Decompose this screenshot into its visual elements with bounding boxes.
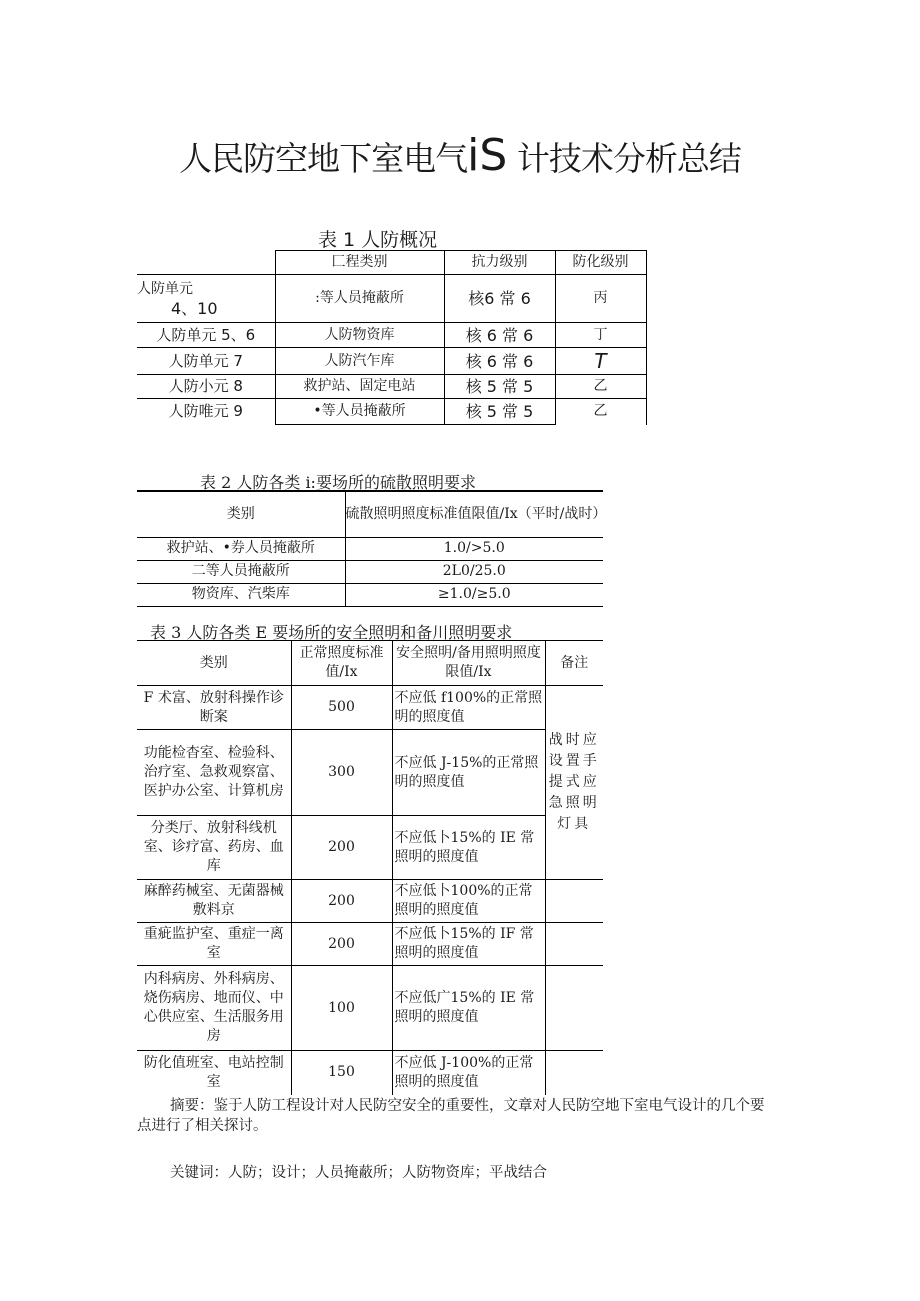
table-row: [137, 375, 646, 399]
t1-level: 核 5 常 5: [444, 399, 555, 425]
keywords: 关键词：人防；设计；人员掩蔽所；人防物资库；平战结合: [170, 1165, 547, 1181]
table-row: [137, 583, 603, 606]
table-row: [137, 730, 603, 816]
t1-unit: 人防唯元 9: [168, 402, 243, 421]
t3-note: 战时应设置手提式应急照明灯具: [545, 686, 603, 880]
table-row: [137, 560, 603, 583]
t3-limit: 不应低卜15%的 IF 常照明的照度值: [392, 923, 545, 966]
t1-header-chem: 防化级别: [555, 251, 646, 275]
t3-note-empty: [545, 966, 603, 1051]
table-row: [137, 399, 646, 425]
table-row: [137, 275, 646, 323]
t2-value: 2L0/25.0: [345, 560, 603, 583]
t1-level: 核 5 常 5: [444, 375, 555, 399]
t3-limit: 不应低 J-15%的正常照明的照度值: [392, 730, 545, 816]
t3-value: 100: [291, 966, 392, 1051]
t1-type: :等人员掩蔽所: [275, 275, 444, 323]
t3-type: 内科病房、外科病房、烧伤病房、地而仪、中心供应室、生活服务用房: [137, 966, 291, 1051]
table-row: [137, 816, 603, 880]
t3-type: 麻醉药械室、无菌器械敷料京: [137, 880, 291, 923]
t3-type: 重疵监护室、重症一离室: [137, 923, 291, 966]
t1-chem: 丙: [555, 275, 646, 323]
t3-value: 300: [291, 730, 392, 816]
t1-unit-line2: 4、10: [171, 298, 218, 318]
t1-level: 核 6 常 6: [444, 348, 555, 375]
t1-type: •等人员掩蔽所: [275, 399, 444, 425]
t3-type: 防化值班室、电站控制室: [143, 1054, 284, 1090]
t1-unit-line1: 人防单元: [137, 280, 193, 297]
t1-chem: 丁: [555, 323, 646, 348]
table-row: [137, 923, 603, 966]
t2-value: ≥1.0/≥5.0: [345, 583, 603, 606]
t1-chem: T: [555, 348, 646, 375]
t3-type: 功能检杳室、检验科、治疗室、急救观察富、医护办公室、计算机房: [137, 730, 291, 816]
t3-limit: 不应低卜100%的正常照明的照度值: [392, 880, 545, 923]
abstract: 摘要：鉴于人防工程设计对人民防空安全的重要性，文章对人民防空地下室电气设计的几个要点进行了相关探讨。: [137, 1098, 765, 1134]
t1-header-level: 抗力级别: [444, 251, 555, 275]
table2: [137, 490, 607, 607]
table-row: [137, 323, 646, 348]
t3-header-type: 类别: [137, 641, 291, 686]
t2-header-type: 类别: [137, 491, 345, 537]
t3-note-empty: [545, 1051, 603, 1095]
t3-note-empty: [545, 923, 603, 966]
t1-level: 核6 常 6: [444, 275, 555, 323]
t3-note-empty: [545, 880, 603, 923]
table-row: [137, 1051, 603, 1095]
t1-chem: 乙: [555, 399, 646, 425]
t2-type: 救护站、•券人员掩蔽所: [137, 537, 345, 560]
title-part-b: iS: [467, 130, 508, 181]
t1-chem: 乙: [555, 375, 646, 399]
t1-unit: 人防单元 7: [137, 348, 275, 375]
t2-type: 物资库、汽柴库: [137, 583, 345, 606]
table-row: [137, 966, 603, 1051]
t3-header-value: 正常照度标准值/Ix: [291, 641, 392, 686]
t1-level: 核 6 常 6: [444, 323, 555, 348]
page-title: [0, 130, 920, 181]
table3-caption: 表 3 人防各类 E 要场所的安全照明和备川照明要求: [150, 623, 513, 642]
t3-value: 500: [291, 686, 392, 730]
t3-value: 200: [291, 923, 392, 966]
t2-type: 二等人员掩蔽所: [137, 560, 345, 583]
t3-type: 分类厅、放射科线机室、诊疗富、药房、血库: [137, 816, 291, 880]
t3-limit: 不应低 f100%的正常照明的照度值: [392, 686, 545, 730]
t2-header-value: 硫散照明照度标准值限值/Ix（平时/战时）: [345, 491, 603, 537]
t1-unit: 人防小元 8: [137, 375, 275, 399]
title-part-c: 计技术分析总结: [516, 139, 741, 178]
t2-value: 1.0/>5.0: [345, 537, 603, 560]
table-row: [137, 348, 646, 375]
table1: [137, 250, 647, 425]
t3-value: 200: [291, 880, 392, 923]
t1-header-type: 匚程类别: [275, 251, 444, 275]
t1-type: 人防汽乍库: [275, 348, 444, 375]
t3-limit: 不应低广15%的 IE 常照明的照度值: [392, 966, 545, 1051]
title-part-a: 人民防空地下室电气: [179, 139, 468, 178]
t1-header-empty: [137, 251, 275, 275]
table3: [137, 640, 603, 1095]
t1-type: 救护站、固定电站: [275, 375, 444, 399]
table-row: [137, 686, 603, 730]
t3-header-note: 备注: [545, 641, 603, 686]
t1-unit: [137, 275, 275, 323]
table-row: [137, 880, 603, 923]
t3-limit: 不应低 J-100%的正常照明的照度值: [392, 1051, 545, 1095]
t1-type: 人防物资库: [275, 323, 444, 348]
t3-header-limit: 安全照明/备用照明照度限值/Ix: [392, 641, 545, 686]
t3-value: 150: [291, 1051, 392, 1095]
table1-caption: 表 1 人防概况: [318, 229, 438, 251]
t3-type: F 术富、放射科操作诊断案: [137, 686, 291, 730]
t1-unit: 人防单元 5、6: [137, 323, 275, 348]
table2-caption: 表 2 人防各类 i:要场所的硫散照明要求: [200, 473, 476, 492]
t3-value: 200: [291, 816, 392, 880]
table-row: [137, 537, 603, 560]
t3-limit: 不应低卜15%的 IE 常照明的照度值: [392, 816, 545, 880]
